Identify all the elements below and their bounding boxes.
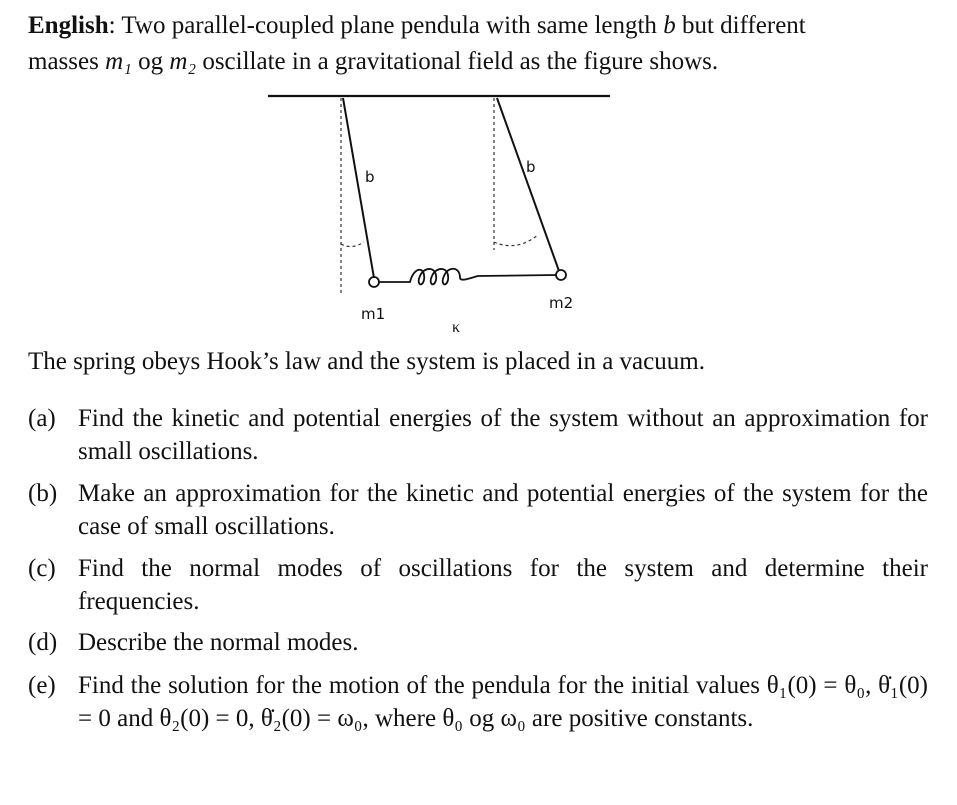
angle-arc-left [341,242,364,247]
question-label: (a) [28,405,56,432]
spring-constant-label: κ [452,319,461,336]
question-label: (b) [28,480,58,507]
question-text: Find the kinetic and potential energies of the system without an approximation for small oscillations. [78,405,928,465]
mass2-bob [556,270,566,280]
length-symbol: b [663,12,676,39]
question-item [28,669,928,735]
pendulum-rod-left [343,98,374,278]
question-text: Find the normal modes of oscillations for the system and determine their frequencies. [78,555,928,615]
pendulum-figure [0,90,957,340]
spring [379,269,556,285]
intro-line2-start: masses [28,48,99,75]
question-label: (c) [28,555,56,582]
mass2-symbol: m₂ [169,48,197,75]
question-label: (e) [28,672,56,699]
mass1-label: m1 [361,305,386,323]
length-label-left: b [365,168,375,186]
question-item [28,402,928,468]
intro-line1-end: but different [681,12,806,39]
intro-paragraph: English: Two parallel-coupled plane pendula with same length b but different masses m₁ og m₂ oscillate in a gravitational field as the figure shows. [28,12,806,75]
question-item [28,477,928,543]
intro-line2-end: oscillate in a gravitational field as the figure shows. [202,48,719,75]
intro-line1: Two parallel-coupled plane pendula with same length [121,12,657,39]
question-item [28,552,928,618]
angle-arc-right [494,235,538,246]
question-text: Find the solution for the motion of the pendula for the initial values θ₁(0) = θ₀, θ̇₁(0) = 0 and θ₂(0) = 0, θ̇₂(0) = ω₀, where θ₀ og ω₀ are positive constants. [78,672,928,732]
question-label: (d) [28,629,58,656]
question-list [28,402,928,735]
question-item [28,626,928,659]
mass2-label: m2 [549,294,574,312]
question-text: Make an approximation for the kinetic and potential energies of the system for the case of small oscillations. [78,480,928,540]
intro-lead: English [28,12,109,39]
mass1-symbol: m₁ [105,48,132,75]
problem-statement: The spring obeys Hook’s law and the system is placed in a vacuum. [28,348,705,375]
mass1-bob [369,277,379,287]
question-text: Describe the normal modes. [78,629,359,656]
intro-og: og [138,48,164,75]
length-label-right: b [526,158,536,176]
